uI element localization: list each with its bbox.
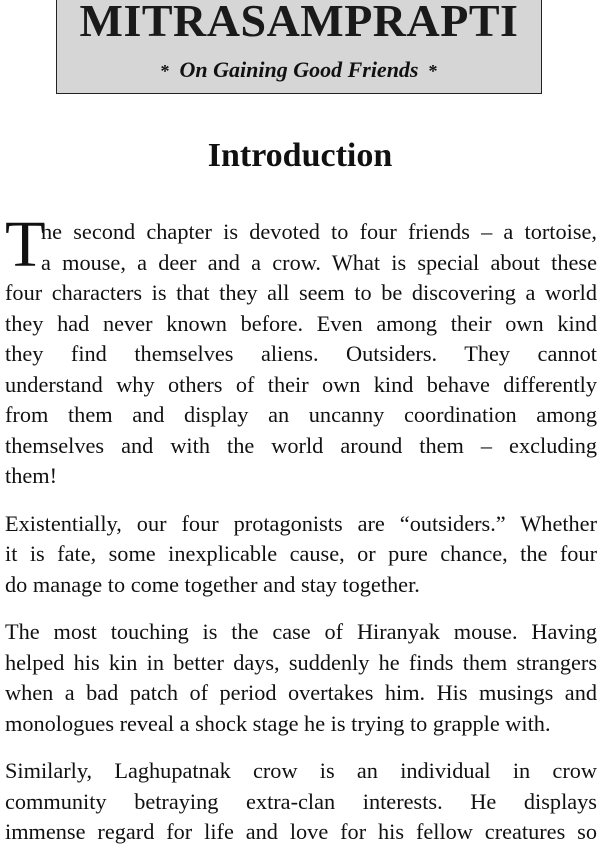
paragraph-2 [5, 509, 597, 601]
paragraph-3 [5, 617, 597, 739]
paragraph-line: The most touching is the case of Hiranyak mouse. Having [5, 619, 597, 644]
paragraph-line: he second chapter is devoted to four friends – a tortoise, [41, 219, 597, 244]
paragraph-line: helped his kin in better days, suddenly he finds them strangers [5, 649, 597, 675]
paragraph-line: monologues reveal a shock stage he is trying to grapple with. [5, 710, 551, 736]
paragraph-line: they had never known before. Even among their own kind [5, 310, 597, 336]
paragraph-line: Similarly, Laghupatnak crow is an individual in crow [5, 758, 597, 783]
paragraph-line: immense regard for life and love for his fellow creatures so [5, 819, 597, 844]
paragraph-line: they find themselves aliens. Outsiders. They cannot [5, 341, 597, 366]
paragraph-line: it is fate, some inexplicable cause, or pure chance, the four [5, 541, 597, 566]
paragraph-line: four characters is that they all seem to be discovering a world [5, 280, 597, 305]
chapter-title: MITRASAMPRAPTI [79, 0, 519, 46]
paragraph-line: understand why others of their own kind behave differently [5, 371, 597, 397]
paragraph-line: community betraying extra-clan interests. He displays [5, 788, 597, 814]
paragraph-1 [5, 208, 597, 492]
paragraph-line: a mouse, a deer and a crow. What is special about these [41, 249, 597, 275]
body-text [5, 208, 597, 865]
paragraph-line: themselves and with the world around them – excluding [5, 432, 597, 458]
paragraph-line: when a bad patch of period overtakes him. His musings and [5, 680, 597, 705]
ornament-right-icon: * [428, 61, 438, 81]
paragraph-line: from them and display an uncanny coordination among [5, 402, 597, 427]
ornament-left-icon: * [160, 61, 170, 81]
chapter-subtitle: On Gaining Good Friends [179, 57, 419, 82]
paragraph-line: them! [5, 463, 58, 488]
drop-cap: T [5, 208, 46, 281]
drop-cap-block [5, 208, 597, 281]
paragraph-line: Existentially, our four protagonists are “outsiders.” Whether [5, 510, 597, 536]
section-heading: Introduction [207, 137, 393, 174]
chapter-header-box [56, 0, 542, 94]
paragraph-line: do manage to come together and stay together. [5, 571, 420, 597]
chapter-subtitle-row [57, 56, 541, 85]
